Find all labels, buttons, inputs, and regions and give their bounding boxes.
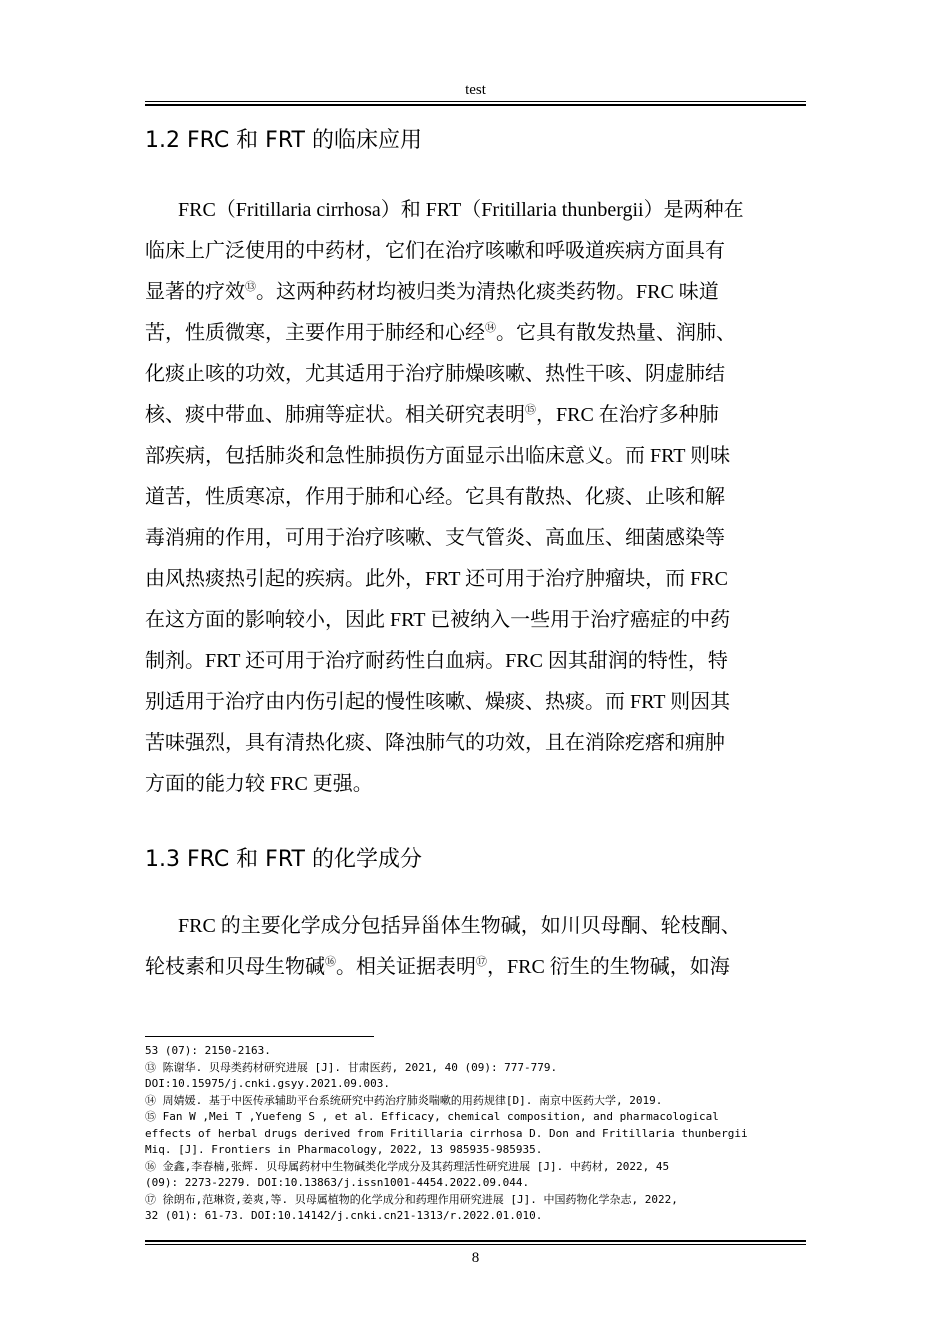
page-header: test xyxy=(465,82,486,98)
body-text-line: FRC 的主要化学成分包括异甾体生物碱，如川贝母酮、轮枝酮、 xyxy=(178,915,741,937)
footnote-line: ⑯ 金鑫,李春楠,张辉. 贝母属药材中生物碱类化学成分及其药理活性研究进展 [J]. 中药材, 2022, 45 xyxy=(145,1159,670,1173)
footnote-separator xyxy=(145,1036,374,1037)
section-heading-1-2: 1.2 FRC 和 FRT 的临床应用 xyxy=(145,128,422,153)
footnote-line: (09): 2273-2279. DOI:10.13863/j.issn1001-4454.2022.09.044. xyxy=(145,1176,530,1189)
footnote-line: 32 (01): 61-73. DOI:10.14142/j.cnki.cn21-1313/r.2022.01.010. xyxy=(145,1209,543,1222)
citation-marker: ⑮ xyxy=(525,404,536,416)
body-text-line: 苦，性质微寒，主要作用于肺经和心经⑭。它具有散发热量、润肺、 xyxy=(145,322,736,344)
body-text-line: 毒消痈的作用，可用于治疗咳嗽、支气管炎、高血压、细菌感染等 xyxy=(145,527,725,549)
body-text-line: 轮枝素和贝母生物碱⑯。相关证据表明⑰，FRC 衍生的生物碱，如海 xyxy=(145,956,730,978)
body-text-line: 临床上广泛使用的中药材，它们在治疗咳嗽和呼吸道疾病方面具有 xyxy=(145,240,725,262)
body-text-line: 化痰止咳的功效，尤其适用于治疗肺燥咳嗽、热性干咳、阴虚肺结 xyxy=(145,363,725,385)
footnote-line: DOI:10.15975/j.cnki.gsyy.2021.09.003. xyxy=(145,1077,391,1090)
page-number: 8 xyxy=(471,1250,480,1266)
footer-rule-thick xyxy=(145,1240,806,1242)
footnote-line: 53 (07): 2150-2163. xyxy=(145,1044,271,1057)
body-text-line: 苦味强烈，具有清热化痰、降浊肺气的功效，且在消除疙瘩和痈肿 xyxy=(145,732,725,754)
body-text-line: FRC（Fritillaria cirrhosa）和 FRT（Fritillaria thunbergii）是两种在 xyxy=(178,199,744,221)
body-text-line: 显著的疗效⑬。这两种药材均被归类为清热化痰类药物。FRC 味道 xyxy=(145,281,719,303)
footnote-line: effects of herbal drugs derived from Fritillaria cirrhosa D. Don and Fritillaria thunbergii xyxy=(145,1126,748,1140)
section-heading-1-3: 1.3 FRC 和 FRT 的化学成分 xyxy=(145,847,422,872)
body-text-line: 方面的能力较 FRC 更强。 xyxy=(145,773,373,795)
body-text-line: 部疾病，包括肺炎和急性肺损伤方面显示出临床意义。而 FRT 则味 xyxy=(145,445,731,467)
section-1-3-body xyxy=(145,906,806,988)
body-text-line: 道苦，性质寒凉，作用于肺和心经。它具有散热、化痰、止咳和解 xyxy=(145,486,725,508)
body-text-line: 制剂。FRT 还可用于治疗耐药性白血病。FRC 因其甜润的特性，特 xyxy=(145,650,728,672)
citation-marker: ⑯ xyxy=(325,956,336,968)
footnotes xyxy=(145,1043,806,1225)
footnote-line: ⑰ 徐朗布,范琳资,姜爽,等. 贝母属植物的化学成分和药理作用研究进展 [J]. 中国药物化学杂志, 2022, xyxy=(145,1192,678,1206)
body-text-line: 别适用于治疗由内伤引起的慢性咳嗽、燥痰、热痰。而 FRT 则因其 xyxy=(145,691,731,713)
body-text-line: 核、痰中带血、肺痈等症状。相关研究表明⑮，FRC 在治疗多种肺 xyxy=(145,404,719,426)
body-text-line: 在这方面的影响较小，因此 FRT 已被纳入一些用于治疗癌症的中药 xyxy=(145,609,731,631)
footnote-line: ⑭ 周婧媛. 基于中医传承辅助平台系统研究中药治疗肺炎喘嗽的用药规律[D]. 南京中医药大学, 2019. xyxy=(145,1093,663,1107)
header-rule-thick xyxy=(145,104,806,106)
citation-marker: ⑰ xyxy=(476,956,487,968)
section-1-2-body xyxy=(145,190,806,805)
footnote-line: ⑬ 陈谢华. 贝母类药材研究进展 [J]. 甘肃医药, 2021, 40 (09): 777-779. xyxy=(145,1060,558,1074)
citation-marker: ⑬ xyxy=(245,281,256,293)
footnote-line: Miq. [J]. Frontiers in Pharmacology, 2022, 13 985935-985935. xyxy=(145,1143,543,1156)
citation-marker: ⑭ xyxy=(485,322,496,334)
footer-rule-thin xyxy=(145,1244,806,1245)
footnote-line: ⑮ Fan W ,Mei T ,Yuefeng S , et al. Efficacy, chemical composition, and pharmacological xyxy=(145,1110,719,1123)
header-rule-thin xyxy=(145,101,806,102)
body-text-line: 由风热痰热引起的疾病。此外，FRT 还可用于治疗肿瘤块，而 FRC xyxy=(145,568,728,590)
